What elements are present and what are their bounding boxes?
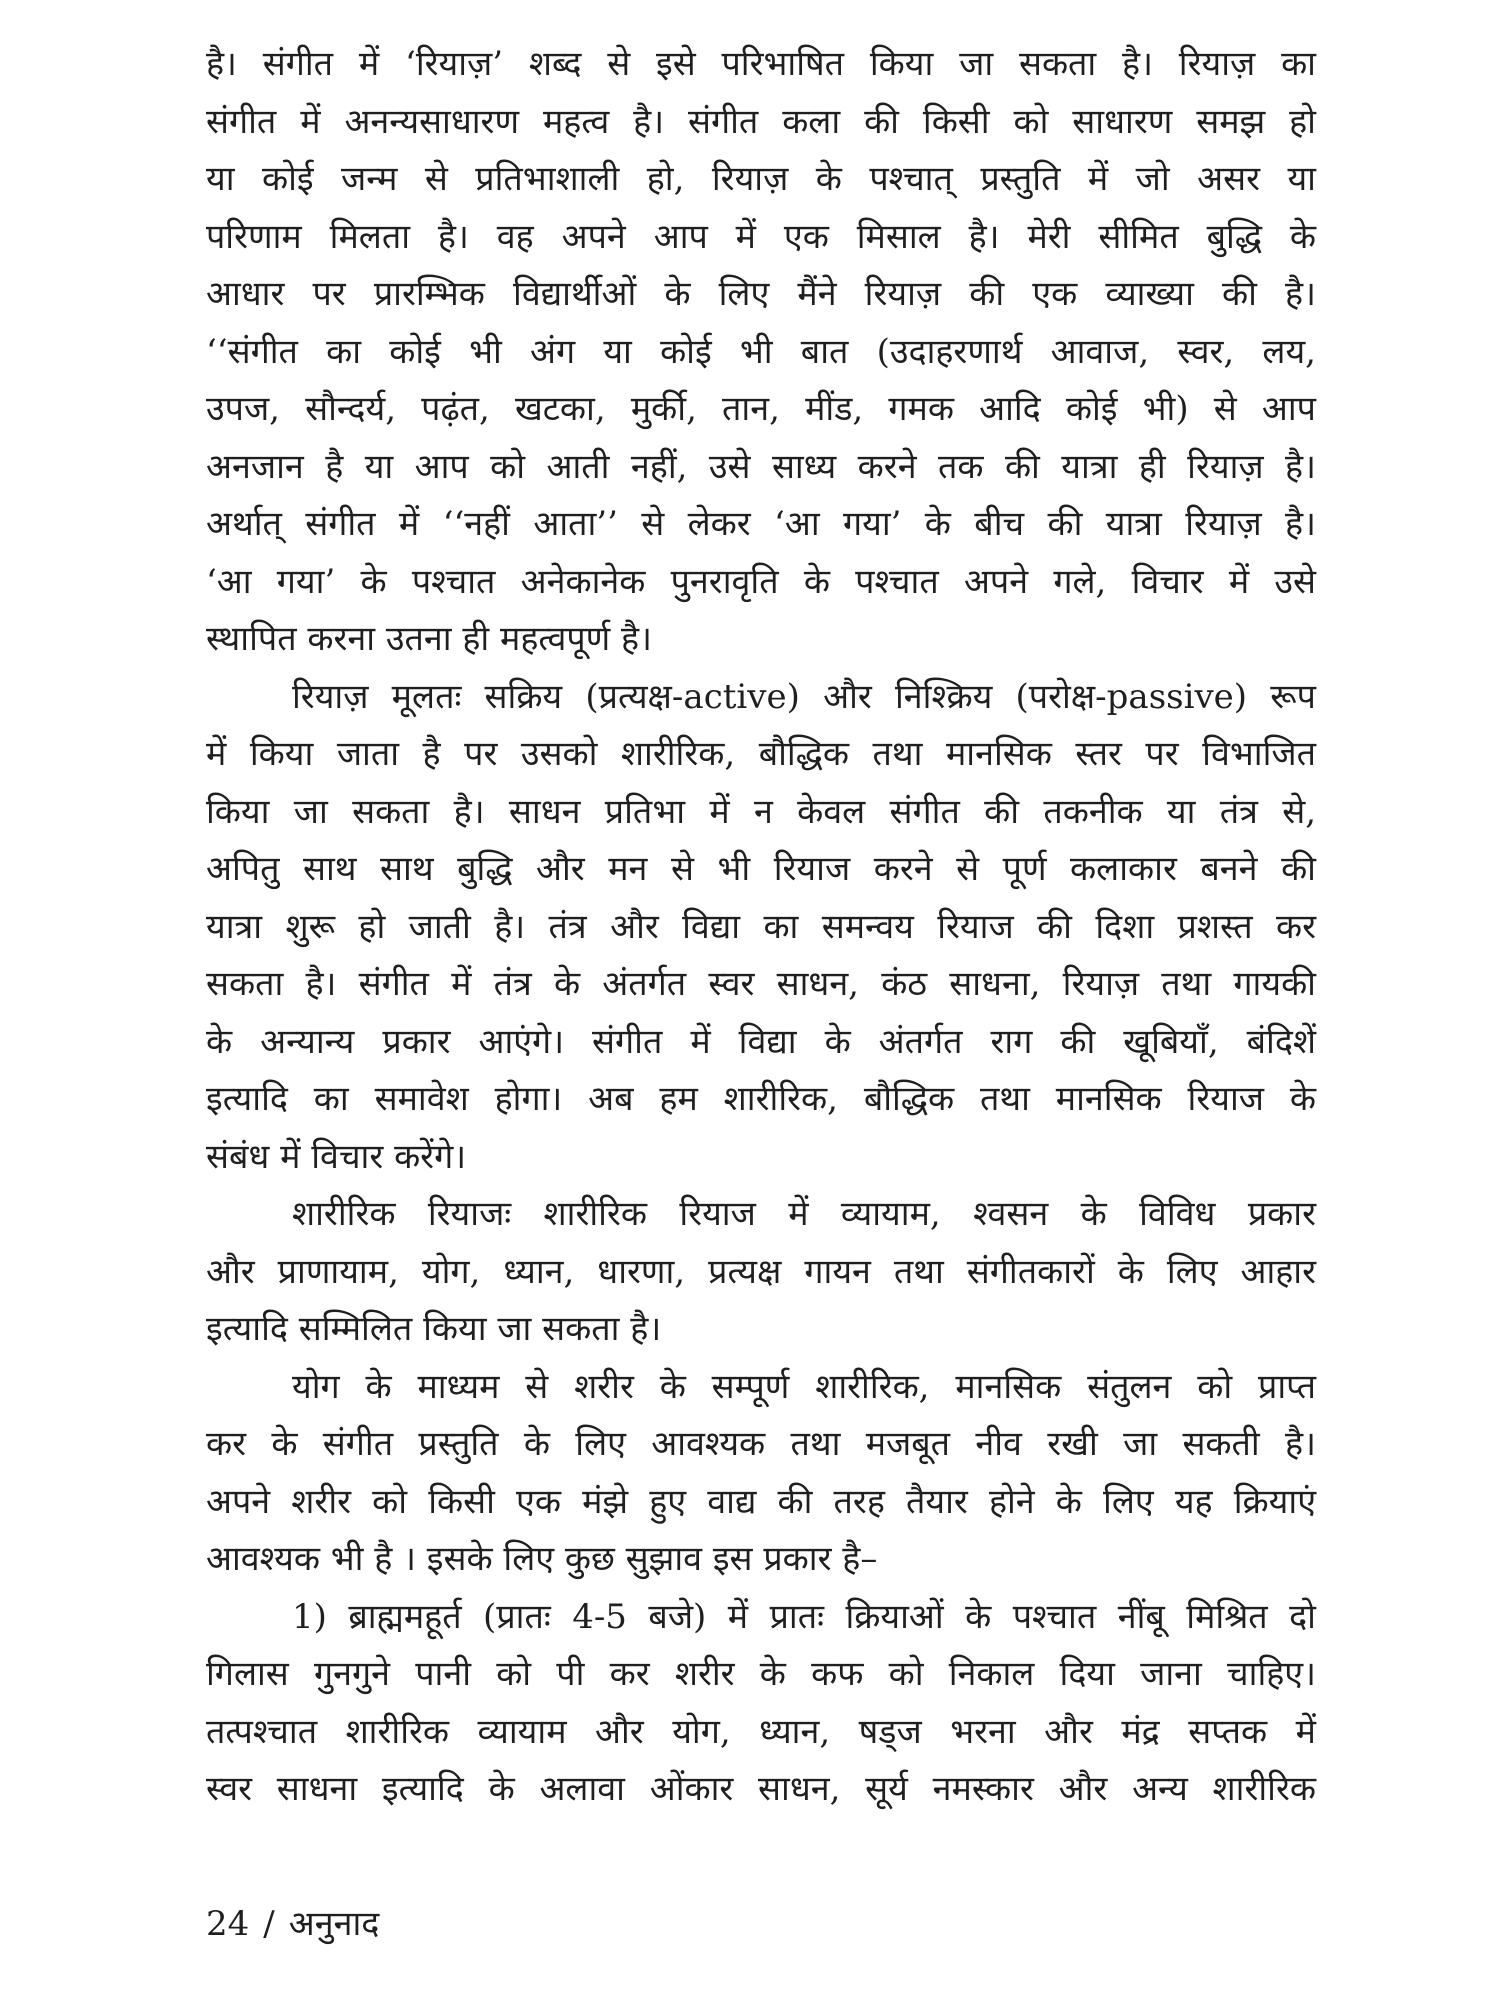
- text-line: या कोई जन्म से प्रतिभाशाली हो, रियाज़ के पश्चात् प्रस्तुति में जो असर या: [206, 159, 1316, 199]
- text-line: उपज, सौन्दर्य, पढ़ंत, खटका, मुर्की, तान, मींड, गमक आदि कोई भी) से आप: [206, 389, 1316, 429]
- text-line: इत्यादि का समावेश होगा। अब हम शारीरिक, बौद्धिक तथा मानसिक रियाज के: [206, 1079, 1316, 1119]
- text-line: आधार पर प्रारम्भिक विद्यार्थीओं के लिए मैंने रियाज़ की एक व्याख्या की है।: [206, 274, 1316, 314]
- text-line: स्वर साधना इत्यादि के अलावा ओंकार साधन, सूर्य नमस्कार और अन्य शारीरिक: [206, 1769, 1316, 1809]
- page-number: 24: [206, 1904, 250, 1944]
- text-line: तत्पश्चात शारीरिक व्यायाम और योग, ध्यान, षड्ज भरना और मंद्र सप्तक में: [206, 1711, 1316, 1752]
- text-line: आवश्यक भी है । इसके लिए कुछ सुझाव इस प्रकार है–: [206, 1539, 878, 1579]
- text-line: सकता है। संगीत में तंत्र के अंतर्गत स्वर साधन, कंठ साधना, रियाज़ तथा गायकी: [206, 964, 1316, 1004]
- text-line: ‘‘संगीत का कोई भी अंग या कोई भी बात (उदाहरणार्थ आवाज, स्वर, लय,: [206, 331, 1316, 372]
- journal-title: अनुनाद: [288, 1904, 380, 1944]
- text-line: योग के माध्यम से शरीर के सम्पूर्ण शारीरिक, मानसिक संतुलन को प्राप्त: [292, 1366, 1316, 1407]
- text-line: अनजान है या आप को आती नहीं, उसे साध्य करने तक की यात्रा ही रियाज़ है।: [206, 446, 1316, 487]
- page-footer: [206, 1900, 379, 1948]
- text-line: यात्रा शुरू हो जाती है। तंत्र और विद्या का समन्वय रियाज की दिशा प्रशस्त कर: [206, 906, 1316, 947]
- text-line: में किया जाता है पर उसको शारीरिक, बौद्धिक तथा मानसिक स्तर पर विभाजित: [206, 734, 1316, 774]
- text-line: स्थापित करना उतना ही महत्वपूर्ण है।: [206, 619, 652, 659]
- text-line: है। संगीत में ‘रियाज़’ शब्द से इसे परिभाषित किया जा सकता है। रियाज़ का: [206, 44, 1316, 84]
- text-line: गिलास गुनगुने पानी को पी कर शरीर के कफ को निकाल दिया जाना चाहिए।: [206, 1654, 1316, 1694]
- text-line: और प्राणायाम, योग, ध्यान, धारणा, प्रत्यक्ष गायन तथा संगीतकारों के लिए आहार: [206, 1251, 1316, 1292]
- text-line: कर के संगीत प्रस्तुति के लिए आवश्यक तथा मजबूत नीव रखी जा सकती है।: [206, 1424, 1316, 1464]
- text-line: ‘आ गया’ के पश्चात अनेकानेक पुनरावृति के पश्चात अपने गले, विचार में उसे: [206, 561, 1316, 602]
- text-line: इत्यादि सम्मिलित किया जा सकता है।: [206, 1309, 662, 1349]
- text-line: अपने शरीर को किसी एक मंझे हुए वाद्य की तरह तैयार होने के लिए यह क्रियाएं: [206, 1481, 1316, 1522]
- text-line: के अन्यान्य प्रकार आएंगे। संगीत में विद्या के अंतर्गत राग की खूबियाँ, बंदिशें: [206, 1021, 1316, 1062]
- text-line: परिणाम मिलता है। वह अपने आप में एक मिसाल है। मेरी सीमित बुद्धि के: [206, 216, 1316, 257]
- footer-separator: /: [263, 1904, 275, 1944]
- text-line: अर्थात् संगीत में ‘‘नहीं आता’’ से लेकर ‘आ गया’ के बीच की यात्रा रियाज़ है।: [206, 504, 1316, 544]
- text-line: रियाज़ मूलतः सक्रिय (प्रत्यक्ष-active) और निश्क्रिय (परोक्ष-passive) रूप: [292, 676, 1316, 717]
- text-line: संगीत में अनन्यसाधारण महत्व है। संगीत कला की किसी को साधारण समझ हो: [206, 101, 1316, 142]
- text-line: शारीरिक रियाजः शारीरिक रियाज में व्यायाम, श्वसन के विविध प्रकार: [292, 1194, 1316, 1234]
- text-line: संबंध में विचार करेंगे।: [206, 1136, 467, 1177]
- text-line: किया जा सकता है। साधन प्रतिभा में न केवल संगीत की तकनीक या तंत्र से,: [206, 791, 1316, 832]
- text-line: अपितु साथ साथ बुद्धि और मन से भी रियाज करने से पूर्ण कलाकार बनने की: [206, 849, 1316, 889]
- text-line: 1) ब्राह्ममहूर्त (प्रातः 4-5 बजे) में प्रातः क्रियाओं के पश्चात नींबू मिश्रित दो: [292, 1596, 1316, 1637]
